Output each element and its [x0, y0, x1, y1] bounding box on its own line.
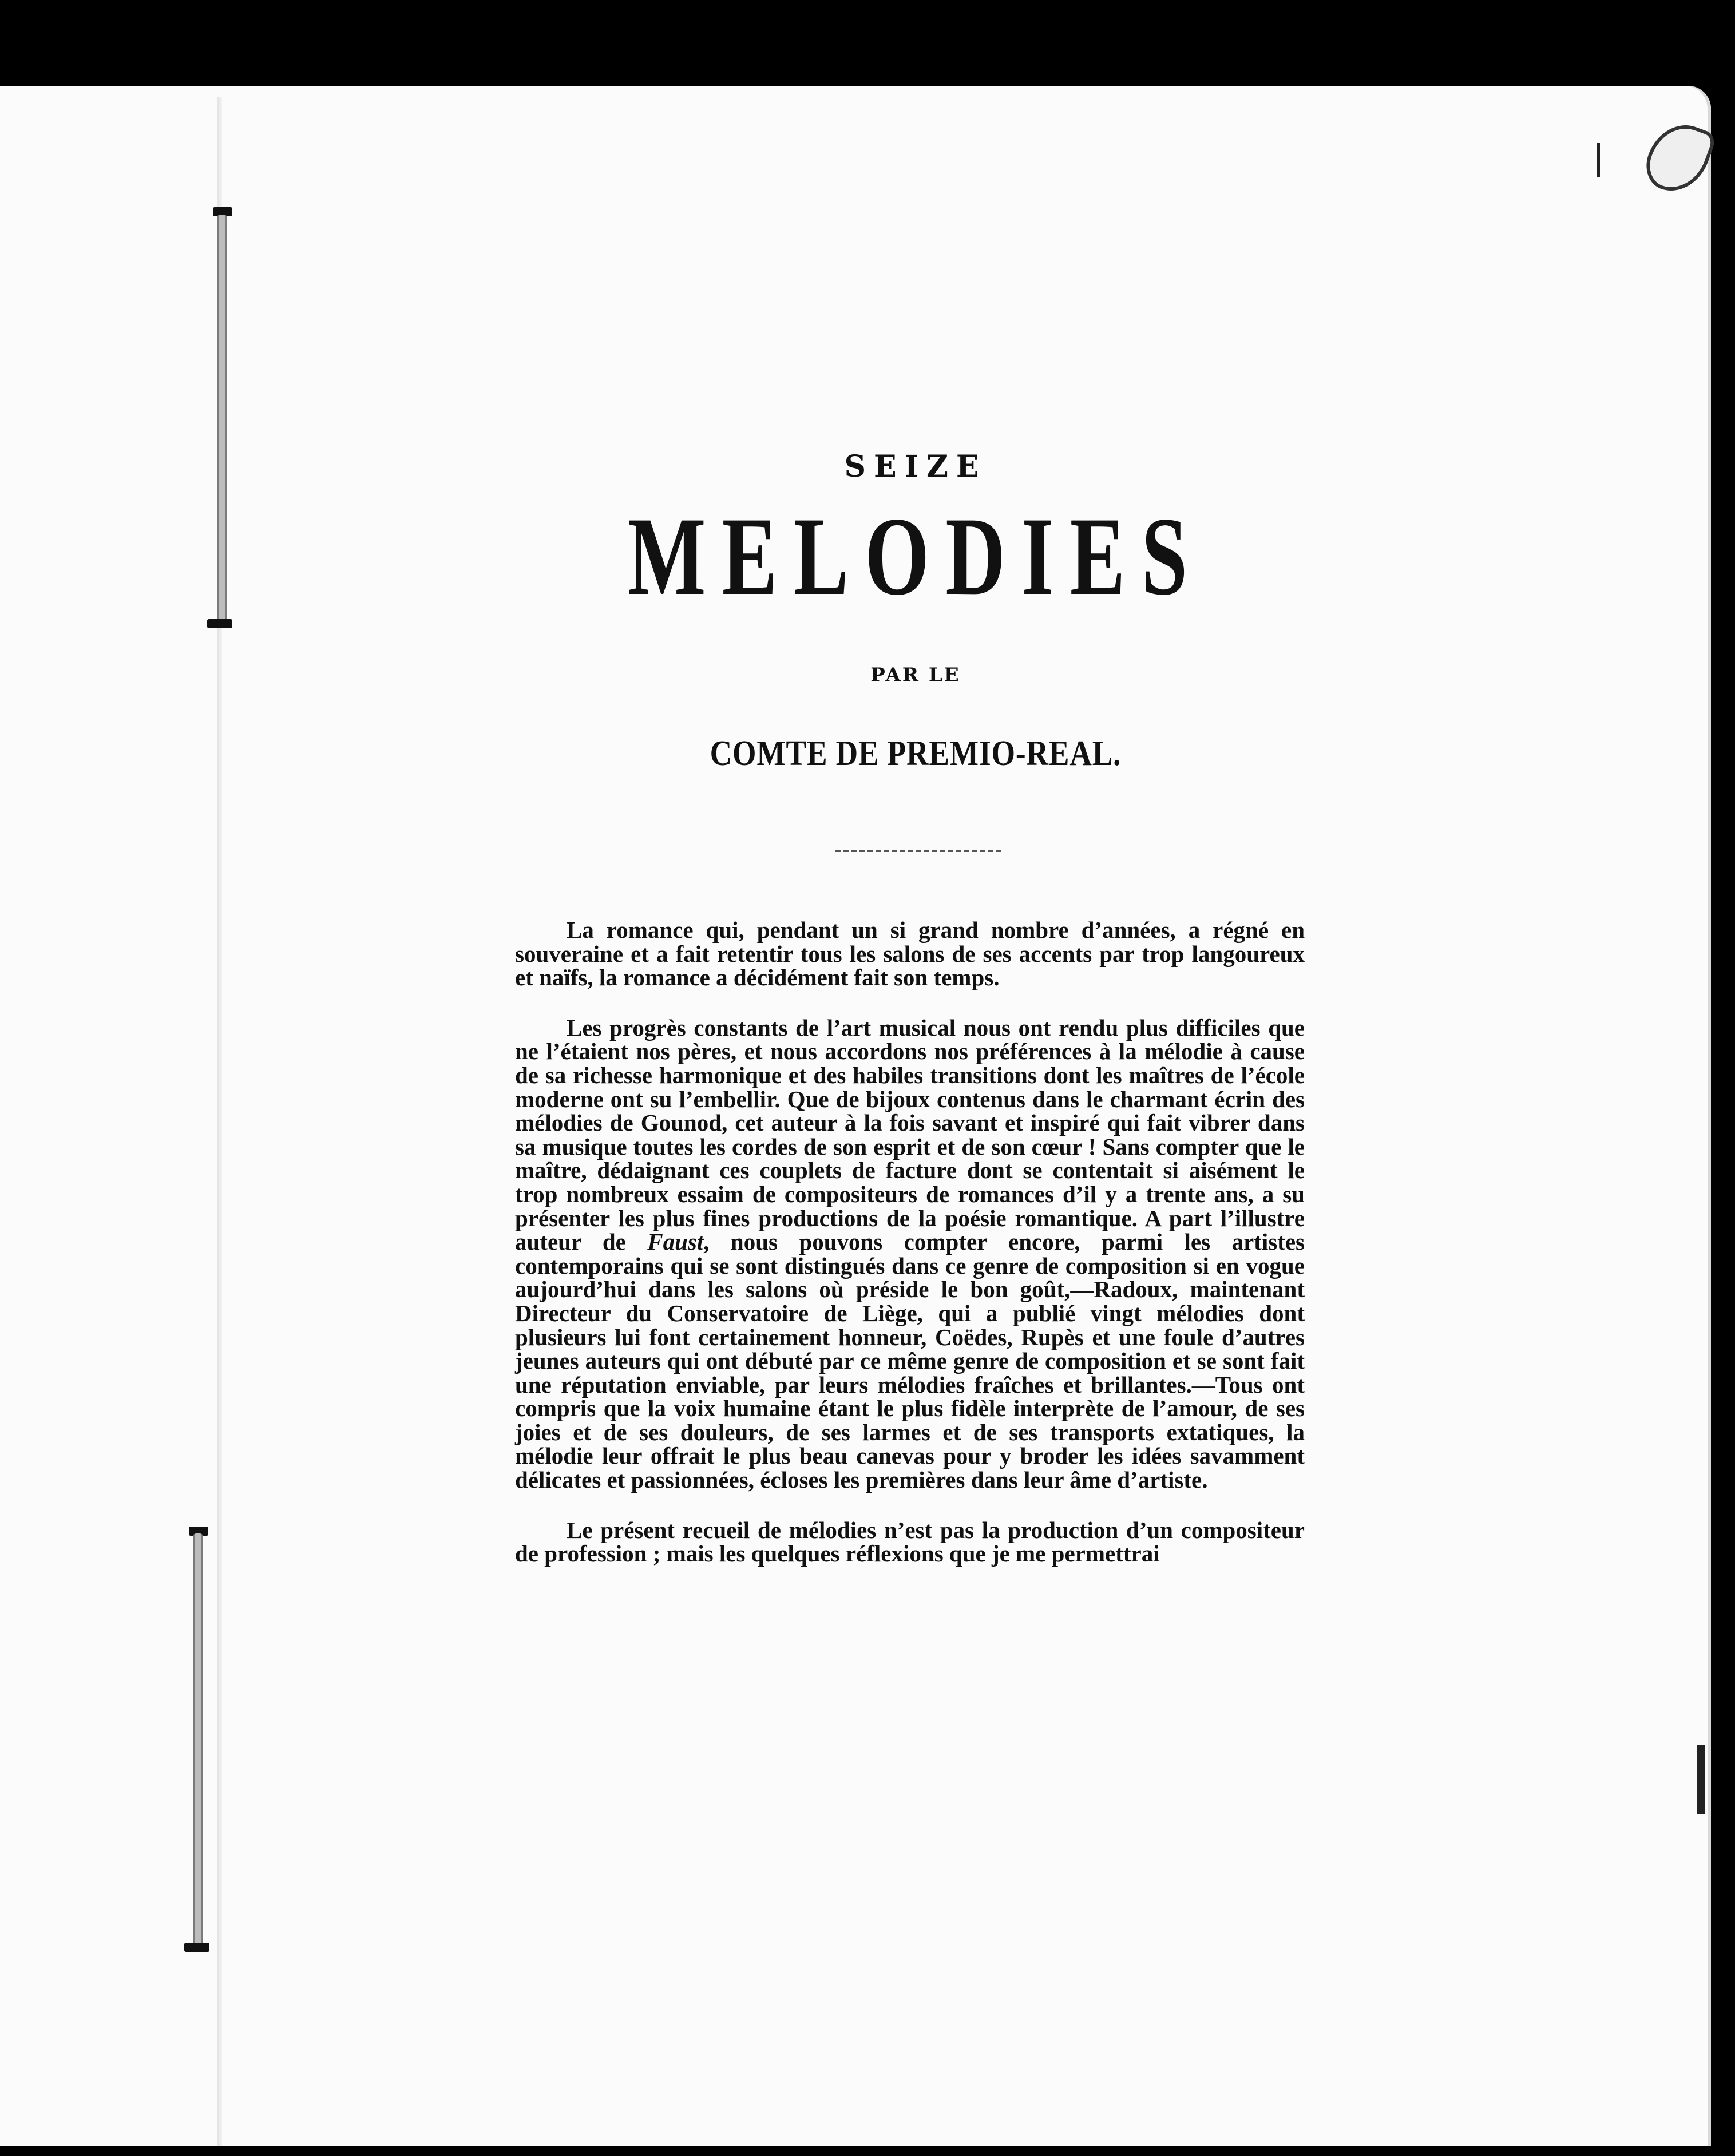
paragraph-2-part-2: , nous pouvons compter encore, parmi les artistes contemporains qui se sont distingués dans ce genre de composition si en vogue aujourd’hui dans les salons où préside le bon goût,—Radoux, maintenant Directeur du Conservatoire de Liège, qui a publié vingt mélodies dont plusieurs lui font certainement honneur, Coëdes, Rupès et une foule d’autres jeunes auteurs qui ont débuté par ce même genre de composition et se sont fait une réputation enviable, par leurs mélodies fraîches et brillantes.—Tous ont compris que la voix humaine étant le plus fidèle interprète de l’amour, de ses joies et de ses douleurs, de ses larmes et de ses transports extatiques, la mélodie leur offrait le plus beau canevas pour y broder les idées savamment délicates et passionnées, écloses les premières dans leur âme d’artiste.: [515, 1228, 1305, 1493]
stitch-upper-end-cap: [207, 619, 232, 628]
binding-stitch-lower: [193, 1533, 203, 1945]
paragraph-1: La romance qui, pendant un si grand nombre d’années, a régné en souveraine et a fait retentir tous les salons de ses accents par trop langoureux et naïfs, la romance a décidément fait son temps.: [515, 917, 1305, 991]
preface-text: [515, 918, 1305, 1566]
work-title-faust: Faust: [647, 1228, 704, 1255]
title-by-line: PAR LE: [870, 664, 961, 687]
binding-stitch-upper: [217, 215, 227, 621]
title-kicker: SEIZE: [844, 449, 987, 484]
author-name: COMTE DE PREMIO-REAL.: [710, 734, 1122, 773]
paragraph-3: Le présent recueil de mélodies n’est pas la production d’un compositeur de profession ; mais les quelques réflexions que je me permettrai: [515, 1516, 1305, 1567]
ornamental-divider: [835, 850, 1001, 852]
edge-mark: [1597, 143, 1600, 177]
edge-mark: [1697, 1745, 1705, 1814]
paragraph-2: [515, 1016, 1305, 1492]
page-title: MELODIES: [627, 494, 1204, 619]
stitch-lower-end-cap: [184, 1943, 209, 1952]
paragraph-2-part-1: Les progrès constants de l’art musical nous ont rendu plus difficiles que ne l’étaient nos pères, et nous accordons nos préférences à la mélodie à cause de sa richesse harmonique et des habiles transitions dont les maîtres de l’école moderne ont su l’embellir. Que de bijoux contenus dans le charmant écrin des mélodies de Gounod, cet auteur à la fois savant et inspiré qui fait vibrer dans sa musique toutes les cordes de son esprit et de son cœur ! Sans compter que le maître, dédaignant ces couplets de facture dont se contentait si aisément le trop nombreux essaim de compositeurs de romances d’il y a trente ans, a su présenter les plus fines productions de la poésie romantique. A part l’illustre auteur de: [515, 1014, 1305, 1255]
